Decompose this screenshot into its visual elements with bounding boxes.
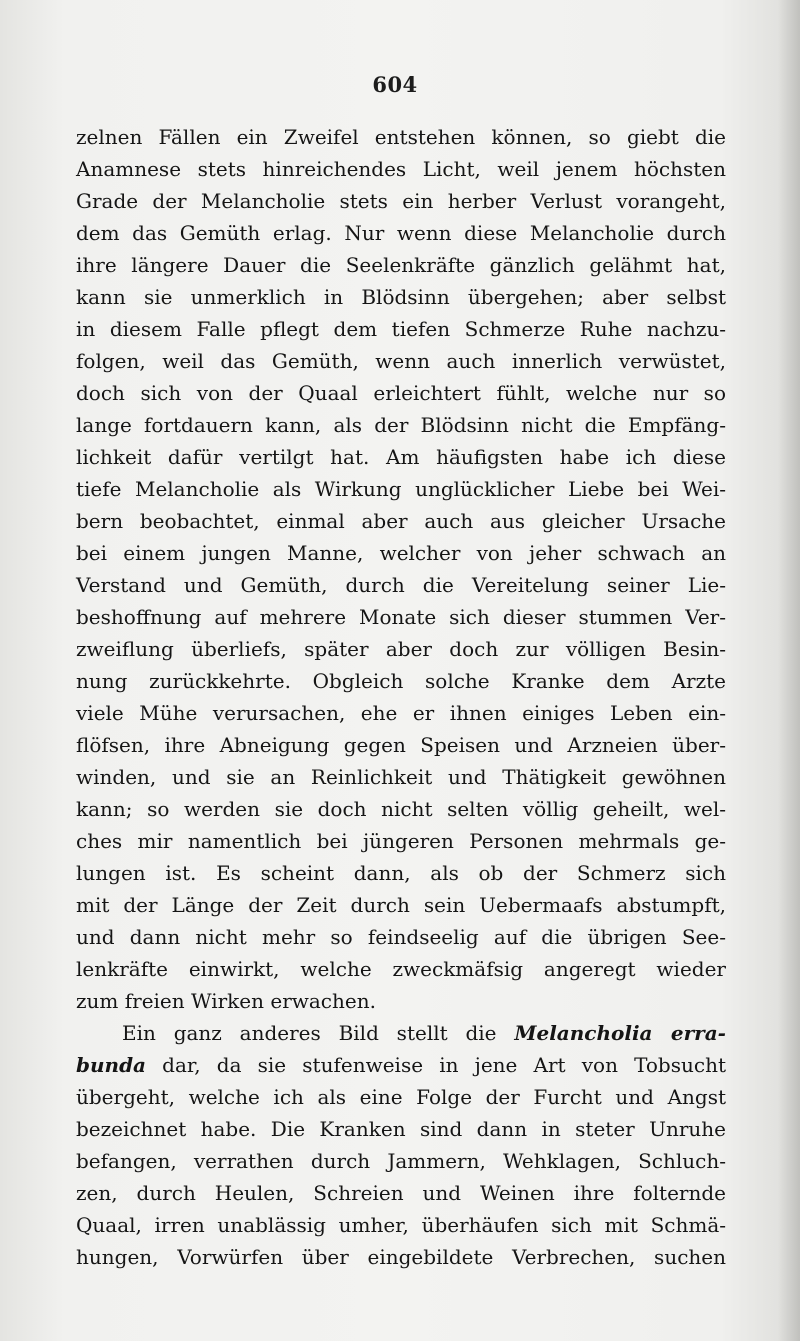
text-line: viele Mühe verursachen, ehe er ihnen einiges Leben ein-: [76, 701, 726, 725]
text-line: zweiflung überliefs, später aber doch zur völligen Besin-: [76, 637, 726, 661]
text-line: hungen, Vorwürfen über eingebildete Verbrechen, suchen: [76, 1245, 726, 1269]
text-line: ihre längere Dauer die Seelenkräfte gänzlich gelähmt hat,: [76, 253, 726, 277]
text-line: mit der Länge der Zeit durch sein Uebermaafs abstumpft,: [76, 893, 726, 917]
text-line: Anamnese stets hinreichendes Licht, weil jenem höchsten: [76, 157, 726, 181]
text-line: folgen, weil das Gemüth, wenn auch innerlich verwüstet,: [76, 349, 726, 373]
text-line: kann sie unmerklich in Blödsinn übergehen; aber selbst: [76, 285, 726, 309]
text-line: lungen ist. Es scheint dann, als ob der Schmerz sich: [76, 861, 726, 885]
text-line: Quaal, irren unablässig umher, überhäufen sich mit Schmä-: [76, 1213, 726, 1237]
text-line: Grade der Melancholie stets ein herber Verlust vorangeht,: [76, 189, 726, 213]
text-line-paragraph-end: zum freien Wirken erwachen.: [76, 989, 376, 1013]
text-line: ches mir namentlich bei jüngeren Personen mehrmals ge-: [76, 829, 726, 853]
text-line-paragraph-start: [76, 1017, 726, 1049]
text-line: zen, durch Heulen, Schreien und Weinen ihre folternde: [76, 1181, 726, 1205]
text-line: flöfsen, ihre Abneigung gegen Speisen und Arzneien über-: [76, 733, 726, 757]
italic-term: bunda: [76, 1053, 147, 1077]
text-line: kann; so werden sie doch nicht selten völlig geheilt, wel-: [76, 797, 726, 821]
text-line: übergeht, welche ich als eine Folge der Furcht und Angst: [76, 1085, 726, 1109]
text-line: befangen, verrathen durch Jammern, Wehklagen, Schluch-: [76, 1149, 726, 1173]
text-line: bern beobachtet, einmal aber auch aus gleicher Ursache: [76, 509, 726, 533]
text-line: in diesem Falle pflegt dem tiefen Schmerze Ruhe nachzu-: [76, 317, 726, 341]
text-line: lenkräfte einwirkt, welche zweckmäfsig angeregt wieder: [76, 957, 726, 981]
text-line: [76, 1049, 726, 1081]
text-line: winden, und sie an Reinlichkeit und Thätigkeit gewöhnen: [76, 765, 726, 789]
text-line: lichkeit dafür vertilgt hat. Am häufigsten habe ich diese: [76, 445, 726, 469]
text-line: dem das Gemüth erlag. Nur wenn diese Melancholie durch: [76, 221, 726, 245]
text-run: Ein ganz anderes Bild stellt die: [122, 1021, 515, 1045]
text-run: dar, da sie stufenweise in jene Art von Tobsucht: [146, 1053, 726, 1077]
text-line: zelnen Fällen ein Zweifel entstehen können, so giebt die: [76, 125, 726, 149]
text-line: nung zurückkehrte. Obgleich solche Kranke dem Arzte: [76, 669, 726, 693]
text-line: beshoffnung auf mehrere Monate sich dieser stummen Ver-: [76, 605, 726, 629]
page-edge-shadow: [778, 0, 800, 1341]
page-number: 604: [372, 72, 418, 97]
text-line: doch sich von der Quaal erleichtert fühlt, welche nur so: [76, 381, 726, 405]
text-line: lange fortdauern kann, als der Blödsinn nicht die Empfäng-: [76, 413, 726, 437]
text-line: Verstand und Gemüth, durch die Vereitelung seiner Lie-: [76, 573, 726, 597]
italic-term: Melancholia erra-: [514, 1021, 726, 1045]
text-line: und dann nicht mehr so feindseelig auf die übrigen See-: [76, 925, 726, 949]
text-line: bei einem jungen Manne, welcher von jeher schwach an: [76, 541, 726, 565]
body-text: [76, 121, 726, 1273]
text-line: tiefe Melancholie als Wirkung unglücklicher Liebe bei Wei-: [76, 477, 726, 501]
text-line: bezeichnet habe. Die Kranken sind dann in steter Unruhe: [76, 1117, 726, 1141]
